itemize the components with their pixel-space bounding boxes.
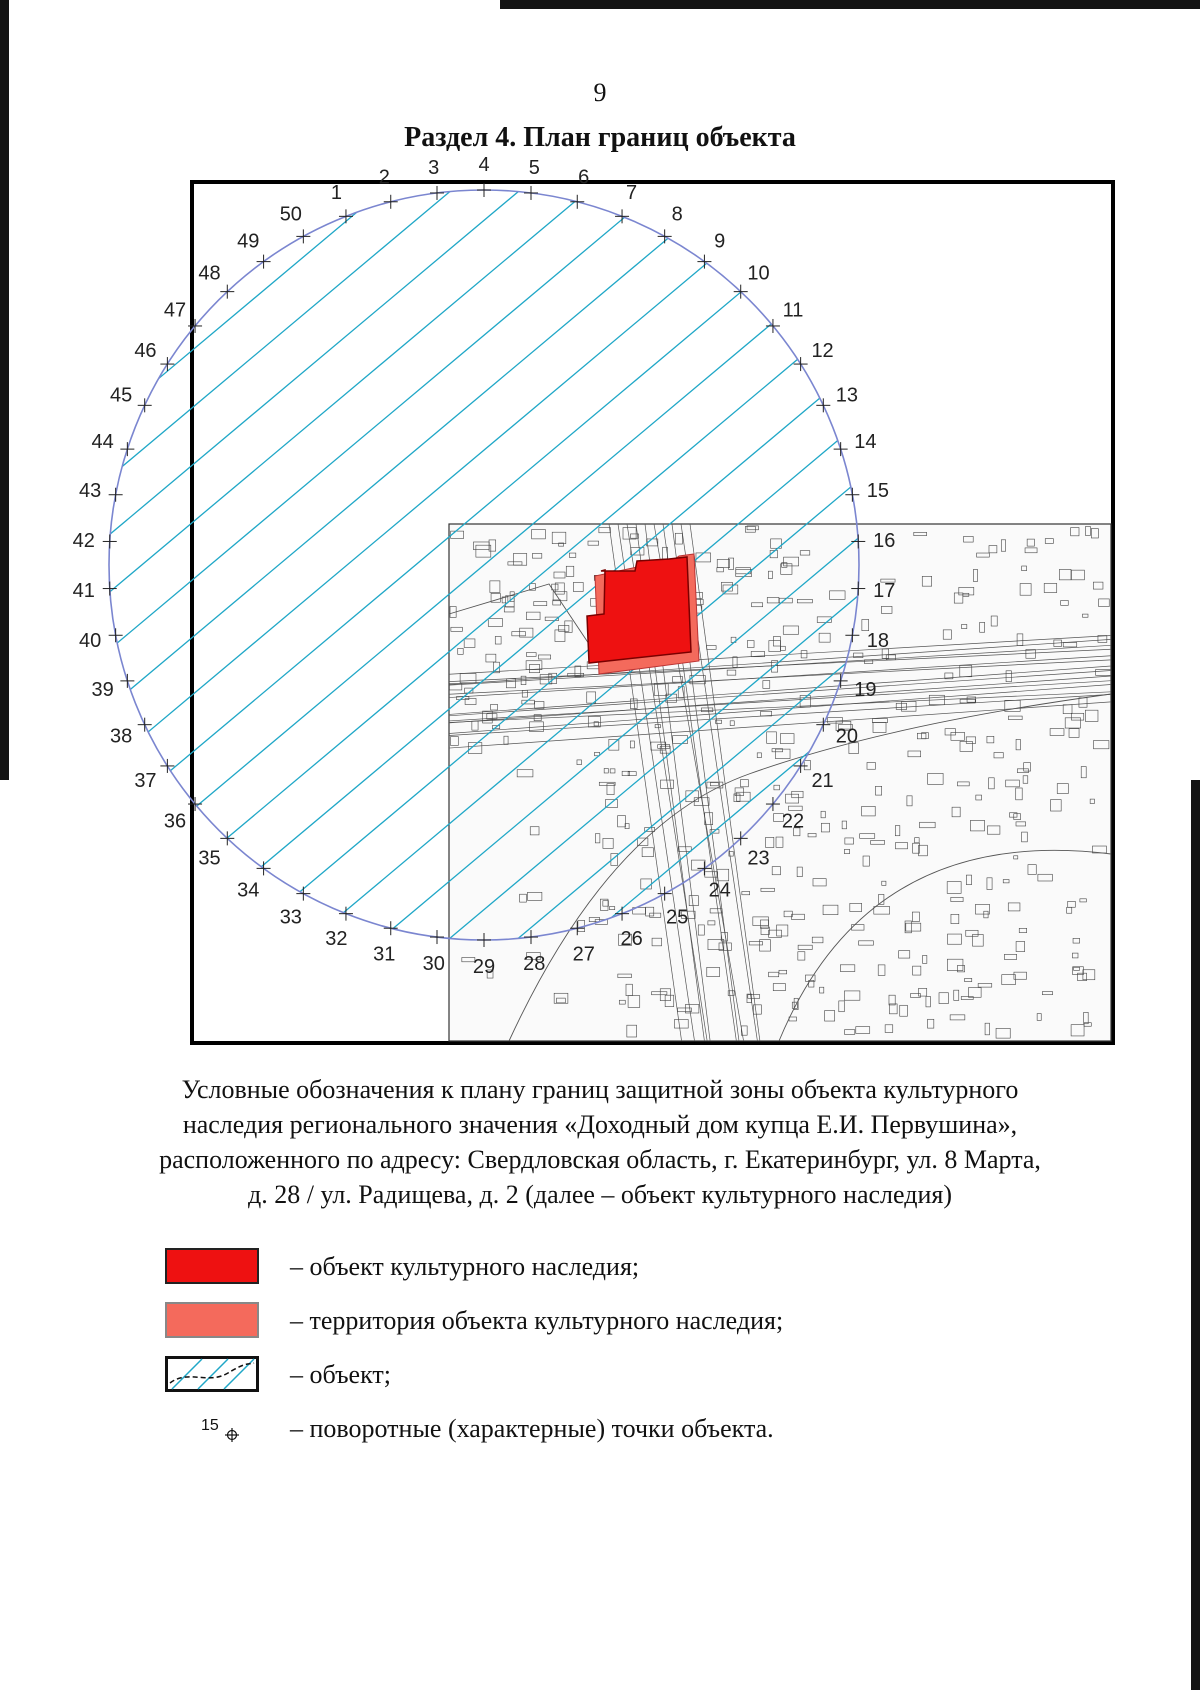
turning-point-label: 30 [422,952,445,975]
turning-point-label: 50 [279,203,302,226]
caption-line: расположенного по адресу: Свердловская область, г. Екатеринбург, ул. 8 Марта, [159,1145,1041,1174]
turning-point-marker [658,229,672,243]
caption-line: Условные обозначения к плану границ защитной зоны объекта культурного [181,1075,1019,1104]
turning-point-marker [138,718,152,732]
turning-point-label: 34 [237,879,260,902]
turning-point-marker [570,195,584,209]
turning-point-label: 23 [747,847,770,870]
scan-edge-top [500,0,1200,9]
turning-point-marker [384,195,398,209]
turning-point-label: 12 [811,340,834,363]
territory-swatch [165,1302,259,1338]
turning-point-marker [160,357,174,371]
turning-point-label: 21 [811,769,834,792]
turning-point-marker [524,186,538,200]
turning-point-marker [103,534,117,548]
topographic-basemap [449,524,1111,1041]
turning-point-label: 46 [134,340,157,363]
turning-point-label: 3 [428,157,440,180]
legend-label: – объект культурного наследия; [290,1252,640,1281]
legend [165,1248,1065,1464]
turning-point-label: 13 [835,384,858,407]
turning-point-label: 43 [78,479,102,502]
turning-point-marker [794,357,808,371]
object-swatch [165,1248,259,1284]
turning-point-label: 45 [110,384,133,407]
legend-item-zone [165,1356,1065,1410]
legend-label: – поворотные (характерные) точки объекта. [290,1414,774,1443]
turning-point-label: 32 [325,927,348,950]
turning-point-label: 44 [91,431,114,454]
legend-item-territory [165,1302,1065,1356]
turning-point-label: 14 [854,431,877,454]
turning-point-label: 26 [620,927,643,950]
turning-point-label: 18 [866,630,890,653]
turning-point-label: 1 [330,182,342,205]
legend-label: – объект; [290,1360,391,1389]
turning-point-label: 10 [747,262,770,285]
turning-point-marker [296,887,310,901]
page-number: 9 [593,78,607,107]
turning-point-label: 27 [572,943,595,966]
turning-point-label: 39 [91,678,114,701]
boundary-plan-map [72,154,1115,1045]
turning-point-label: 2 [378,166,390,189]
legend-caption [150,1072,1050,1212]
turning-point-label: 49 [237,230,260,253]
turning-point-label: 22 [781,810,805,833]
turning-point-label: 25 [666,906,689,929]
turning-point-label: 5 [528,157,540,180]
turning-point-marker [834,442,848,456]
turning-point-label: 33 [279,906,302,929]
scan-edge-left [0,0,9,780]
turning-point-label: 4 [478,154,490,176]
turning-point-label: 7 [626,182,638,205]
turning-point-label: 20 [835,725,858,748]
turning-point-label: 31 [373,943,396,966]
turning-point-marker [120,442,134,456]
legend-label: – территория объекта культурного наследия; [290,1306,784,1335]
turning-point-marker [430,930,444,944]
turning-point-marker [384,921,398,935]
turning-point-label: 11 [782,299,804,322]
turning-point-marker [615,209,629,223]
turning-point-label: 29 [472,956,496,978]
turning-point-label: 42 [72,529,95,552]
turning-point-marker [257,861,271,875]
turning-point-label: 6 [578,166,590,189]
caption-line: наследия регионального значения «Доходный дом купца Е.И. Первушина», [182,1110,1018,1139]
turning-point-label: 9 [714,230,726,253]
legend-item-turning-point [165,1410,1065,1464]
turning-point-marker [816,398,830,412]
turning-point-label: 37 [134,769,157,792]
point-example-number: 15 [201,1417,219,1434]
section-title: Раздел 4. План границ объекта [404,122,796,153]
turning-point-marker [339,209,353,223]
turning-point-label: 24 [708,879,731,902]
turning-point-label: 35 [198,847,221,870]
turning-point-label: 38 [110,725,133,748]
turning-point-marker [109,488,123,502]
turning-point-marker [339,907,353,921]
turning-point-label: 8 [671,203,683,226]
scan-edge-right [1191,780,1200,1690]
turning-point-label: 16 [873,529,896,552]
turning-point-marker [138,398,152,412]
turning-point-label: 41 [72,580,95,603]
turning-point-label: 40 [78,630,102,653]
zone-swatch [165,1356,259,1392]
turning-point-label: 17 [873,580,896,603]
turning-point-marker [160,759,174,773]
turning-point-label: 47 [163,299,187,322]
caption-line: д. 28 / ул. Радищева, д. 2 (далее – объект культурного наследия) [248,1180,952,1209]
turning-point-symbol-icon [165,1410,259,1446]
turning-point-label: 48 [198,262,221,285]
turning-point-marker [296,229,310,243]
turning-point-marker [257,255,271,269]
legend-item-object [165,1248,1065,1302]
turning-point-marker [697,255,711,269]
turning-point-label: 19 [854,678,877,701]
turning-point-marker [120,674,134,688]
turning-point-label: 15 [866,479,890,502]
turning-point-marker [477,183,491,197]
turning-point-label: 28 [523,952,546,975]
turning-point-label: 36 [163,810,187,833]
turning-point-marker [103,582,117,596]
